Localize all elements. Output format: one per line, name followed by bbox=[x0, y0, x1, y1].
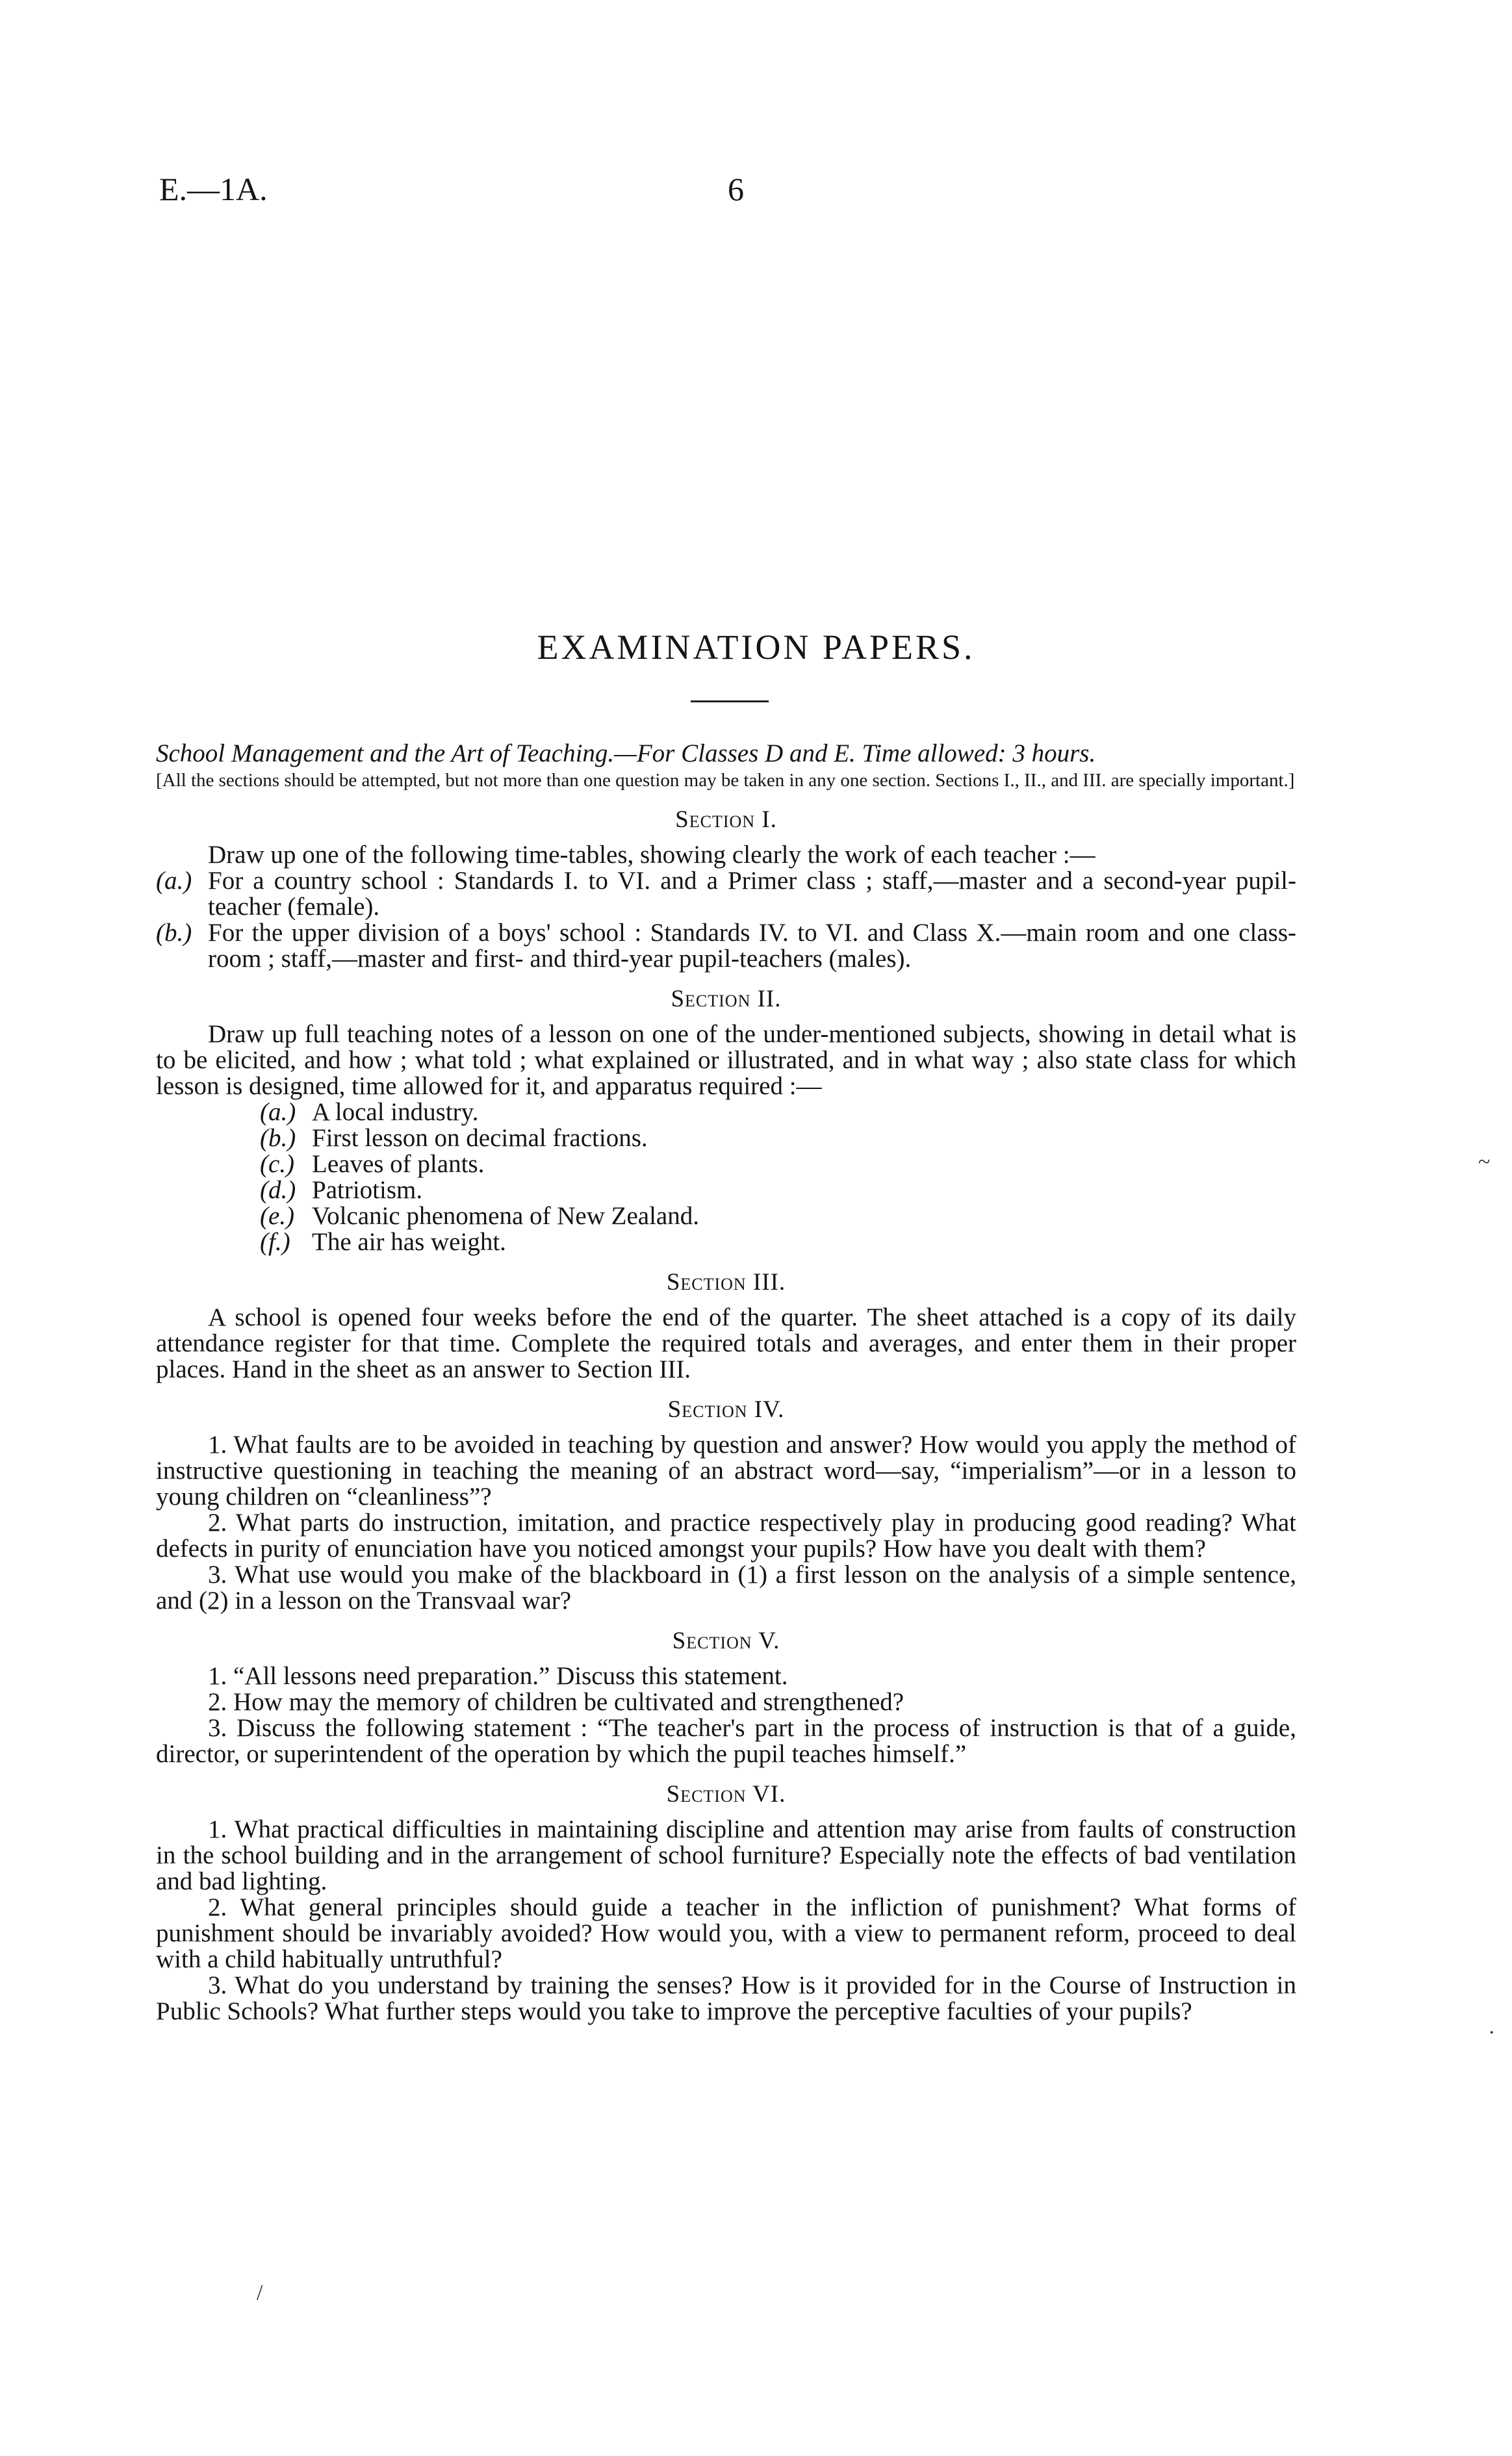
subject-list bbox=[260, 1099, 1296, 1255]
item-text: Patriotism. bbox=[312, 1176, 423, 1204]
item-text: The air has weight. bbox=[312, 1228, 506, 1256]
list-item bbox=[260, 1203, 1296, 1229]
title-rule bbox=[691, 700, 769, 702]
section-heading: Section I. bbox=[675, 806, 777, 833]
question: 2. What general principles should guide a teacher in the infliction of punishment? What forms of punishment should be invariably avoided? How would you, with a view to permanent reform, proceed to deal with a child habitually untruthful? bbox=[156, 1893, 1296, 1973]
scan-mark: · bbox=[1488, 2021, 1496, 2045]
exam-note: [All the sections should be attempted, but not more than one question may be taken in any one section. Sections I., II., and III. are specially important.] bbox=[156, 770, 1295, 791]
list-item bbox=[260, 1229, 1296, 1255]
item-text: A local industry. bbox=[312, 1098, 479, 1126]
question: 3. Discuss the following statement : “The teacher's part in the process of instruction is that of a guide, director, or superintendent of the operation by which the pupil teaches himself.” bbox=[156, 1714, 1296, 1768]
item-label: (c.) bbox=[260, 1150, 295, 1178]
section-text: A school is opened four weeks before the end of the quarter. The sheet attached is a copy of its daily attendance register for that time. Complete the required totals and averages, and enter them in their proper places. Hand in the sheet as an answer to Section III. bbox=[156, 1303, 1296, 1383]
list-item bbox=[156, 920, 1296, 972]
question: 1. “All lessons need preparation.” Discuss this statement. bbox=[208, 1662, 788, 1690]
question: 3. What do you understand by training the senses? How is it provided for in the Course of Instruction in Public Schools? What further steps would you take to improve the perceptive faculties of your pupils? bbox=[156, 1971, 1296, 2025]
item-text: For a country school : Standards I. to VI. and a Primer class ; staff,—master and a second-year pupil-teacher (female). bbox=[208, 867, 1296, 921]
exam-subtitle: School Management and the Art of Teaching.—For Classes D and E. Time allowed: 3 hours. bbox=[156, 739, 1096, 767]
item-text: Volcanic phenomena of New Zealand. bbox=[312, 1202, 699, 1230]
section-heading: Section III. bbox=[666, 1269, 786, 1296]
section-intro: Draw up one of the following time-tables, showing clearly the work of each teacher :— bbox=[208, 841, 1096, 869]
item-label: (e.) bbox=[260, 1202, 295, 1230]
item-label: (f.) bbox=[260, 1228, 290, 1256]
question: 2. How may the memory of children be cultivated and strengthened? bbox=[208, 1688, 904, 1716]
item-label: (d.) bbox=[260, 1176, 296, 1204]
section-intro: Draw up full teaching notes of a lesson on one of the under-mentioned subjects, showing in detail what is to be elicited, and how ; what told ; what explained or illustrated, and in what way ; also state class for which lesson is designed, time allowed for it, and apparatus required :— bbox=[156, 1020, 1296, 1100]
section-heading: Section II. bbox=[671, 986, 782, 1012]
question: 2. What parts do instruction, imitation, and practice respectively play in producing good reading? What defects in purity of enunciation have you noticed amongst your pupils? How have you dealt with them? bbox=[156, 1509, 1296, 1563]
header-code: E.—1A. bbox=[159, 171, 268, 207]
list-item bbox=[260, 1125, 1296, 1151]
item-text: First lesson on decimal fractions. bbox=[312, 1124, 648, 1152]
list-item bbox=[260, 1177, 1296, 1203]
section-heading: Section VI. bbox=[666, 1781, 786, 1808]
question: 1. What practical difficulties in maintaining discipline and attention may arise from faults of construction in the school building and in the arrangement of school furniture? Especially note the effects of bad ventilation and bad lighting. bbox=[156, 1815, 1296, 1895]
item-text: For the upper division of a boys' school : Standards IV. to VI. and Class X.—main room and one class-room ; staff,—master and first- and third-year pupil-teachers (males). bbox=[208, 919, 1296, 973]
list-item bbox=[260, 1151, 1296, 1177]
scan-mark: / bbox=[257, 2281, 263, 2305]
item-label: (b.) bbox=[260, 1124, 296, 1152]
page-title: EXAMINATION PAPERS. bbox=[537, 628, 975, 667]
page-number: 6 bbox=[728, 171, 744, 207]
item-label: (a.) bbox=[260, 1098, 296, 1126]
item-label: (a.) bbox=[156, 867, 192, 895]
list-item bbox=[260, 1099, 1296, 1125]
exam-content bbox=[156, 741, 1296, 2025]
question: 3. What use would you make of the blackboard in (1) a first lesson on the analysis of a simple sentence, and (2) in a lesson on the Transvaal war? bbox=[156, 1561, 1296, 1615]
section-heading: Section IV. bbox=[667, 1396, 785, 1423]
section-heading: Section V. bbox=[672, 1628, 780, 1654]
question: 1. What faults are to be avoided in teaching by question and answer? How would you apply the method of instructive questioning in teaching the meaning of an abstract word—say, “imperialism”—or in a lesson to young children on “cleanliness”? bbox=[156, 1431, 1296, 1511]
scan-mark: ~ bbox=[1478, 1150, 1491, 1174]
item-text: Leaves of plants. bbox=[312, 1150, 485, 1178]
item-label: (b.) bbox=[156, 919, 192, 947]
list-item bbox=[156, 868, 1296, 920]
